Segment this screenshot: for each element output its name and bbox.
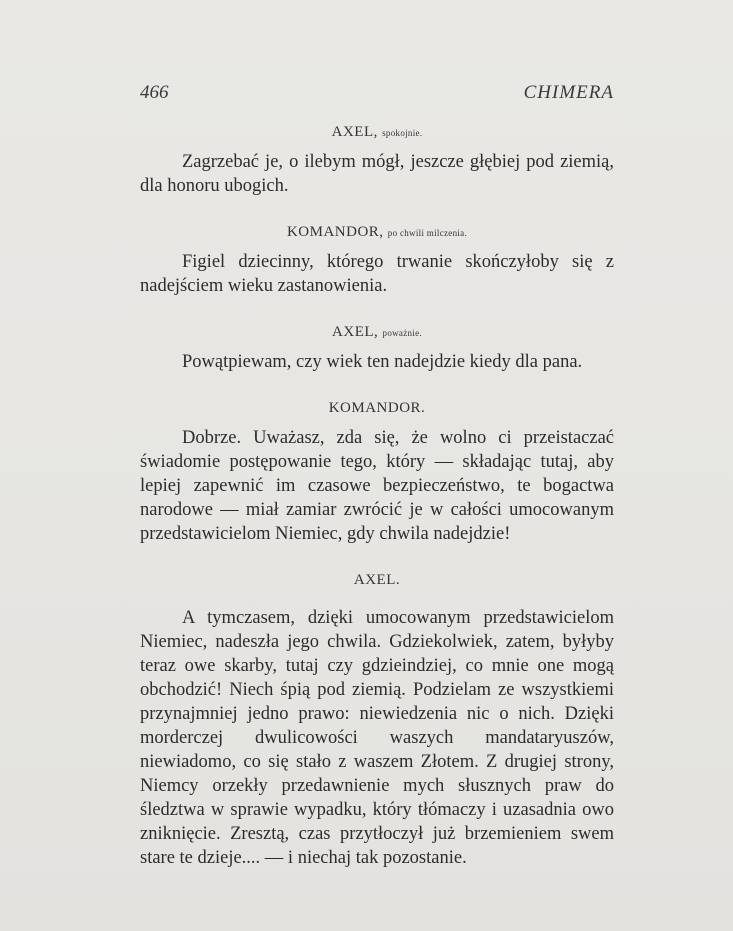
stage-direction: poważnie.: [382, 328, 422, 338]
speaker-heading: [140, 568, 614, 592]
speaker-name: KOMANDOR,: [286, 224, 384, 240]
speech: [140, 150, 614, 198]
speaker-heading: [140, 320, 614, 344]
speaker-name: AXEL,: [332, 324, 379, 340]
speech-text: A tymczasem, dzięki umocowanym przedstawicielom Niemiec, nadeszła jego chwila. Gdziekolwiek, zatem, byłyby teraz owe skarby, tutaj czy gdzieindziej, co mnie one mogą obchodzić! Niech śpią pod ziemią. Podzielam ze wszystkiemi przynajmniej jedno prawo: niewiedzenia nic o nich. Dzięki morderczej dwulicowości waszych mandataryuszów, niewiadomo, co się stało z waszem Złotem. Z drugiej strony, Niemcy orzekły przedawnienie mych słusznych praw do śledztwa w sprawie wypadku, który tłómaczy i uzasadnia owo zniknięcie. Zresztą, czas przytłoczył już brzemieniem swem stare te dzieje.... — i niechaj tak pozostanie.: [140, 608, 614, 868]
dialogue-body: [140, 120, 614, 870]
speaker-name: AXEL,: [331, 124, 378, 140]
speaker-heading: [140, 220, 614, 244]
stage-direction: po chwili milczenia.: [387, 228, 468, 238]
speaker-name: AXEL.: [353, 572, 401, 588]
page-number: 466: [140, 82, 169, 103]
stage-direction: spokojnie.: [382, 128, 423, 138]
speaker-name: KOMANDOR.: [328, 400, 426, 416]
speech-text: Figiel dziecinny, którego trwanie skończyłoby się z nadejściem wieku zastanowienia.: [140, 252, 614, 296]
speech-text: Zagrzebać je, o ilebym mógł, jeszcze głębiej pod ziemią, dla honoru ubogich.: [140, 152, 614, 196]
speaker-heading: [140, 396, 614, 420]
speech: [140, 606, 614, 870]
speech: [140, 350, 614, 374]
running-head: [140, 82, 614, 108]
speech-text: Dobrze. Uważasz, zda się, że wolno ci przeistaczać świadomie postępowanie tego, który — składając tutaj, aby lepiej zapewnić im czasowe bezpieczeństwo, te bogactwa narodowe — miał zamiar zwrócić je w całości umocowanym przedstawicielom Niemiec, gdy chwila nadejdzie!: [140, 428, 614, 544]
speech: [140, 250, 614, 298]
speech-text: Powątpiewam, czy wiek ten nadejdzie kiedy dla pana.: [182, 352, 583, 372]
speaker-heading: [140, 120, 614, 144]
speech: [140, 426, 614, 546]
running-title: CHIMERA: [523, 82, 614, 103]
